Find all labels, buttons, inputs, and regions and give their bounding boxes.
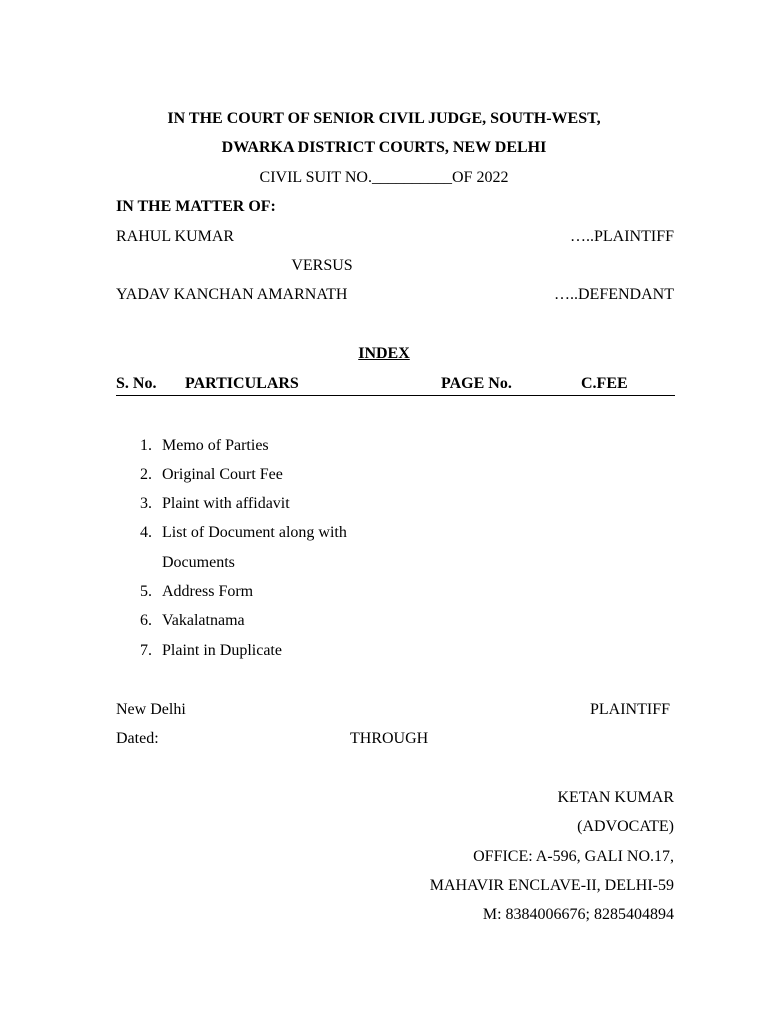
list-item-number: 6. — [140, 612, 152, 629]
advocate-title: (ADVOCATE) — [577, 818, 674, 835]
list-item-number: 4. — [140, 524, 152, 541]
place-label: New Delhi — [116, 701, 186, 718]
footer-plaintiff: PLAINTIFF — [589, 701, 670, 718]
list-item-number: 3. — [140, 495, 152, 512]
plaintiff-name: RAHUL KUMAR — [116, 228, 235, 245]
suit-number: CIVIL SUIT NO.__________OF 2022 — [259, 169, 509, 186]
advocate-address: MAHAVIR ENCLAVE-II, DELHI-59 — [429, 877, 674, 894]
list-item-continuation: Documents — [162, 554, 235, 571]
list-item-number: 5. — [140, 583, 152, 600]
advocate-office: OFFICE: A-596, GALI NO.17, — [473, 848, 674, 865]
court-title-line-1: IN THE COURT OF SENIOR CIVIL JUDGE, SOUTH-WEST, — [167, 110, 601, 127]
court-title-line-2: DWARKA DISTRICT COURTS, NEW DELHI — [221, 139, 547, 156]
list-item-number: 7. — [140, 642, 152, 659]
list-item: Address Form — [162, 583, 254, 600]
matter-heading: IN THE MATTER OF: — [116, 198, 276, 215]
index-title: INDEX — [358, 345, 410, 362]
column-header-cfee: C.FEE — [581, 375, 628, 392]
defendant-name: YADAV KANCHAN AMARNATH — [116, 286, 348, 303]
column-header-page-no: PAGE No. — [441, 375, 512, 392]
list-item: Plaint in Duplicate — [162, 642, 282, 659]
through-label: THROUGH — [350, 730, 429, 747]
list-item: List of Document along with — [162, 524, 347, 541]
versus-label: VERSUS — [291, 257, 353, 274]
list-item: Plaint with affidavit — [162, 495, 290, 512]
list-item-number: 1. — [140, 437, 152, 454]
list-item: Memo of Parties — [162, 437, 269, 454]
list-item-number: 2. — [140, 466, 152, 483]
column-header-sno: S. No. — [116, 375, 157, 392]
advocate-mobile: M: 8384006676; 8285404894 — [482, 906, 674, 923]
dated-label: Dated: — [116, 730, 159, 747]
column-header-particulars: PARTICULARS — [185, 375, 299, 392]
plaintiff-role: …..PLAINTIFF — [569, 228, 674, 245]
list-item: Vakalatnama — [162, 612, 245, 629]
list-item: Original Court Fee — [162, 466, 283, 483]
defendant-role: …..DEFENDANT — [554, 286, 674, 303]
header-underline — [116, 395, 675, 396]
advocate-name: KETAN KUMAR — [557, 789, 674, 806]
